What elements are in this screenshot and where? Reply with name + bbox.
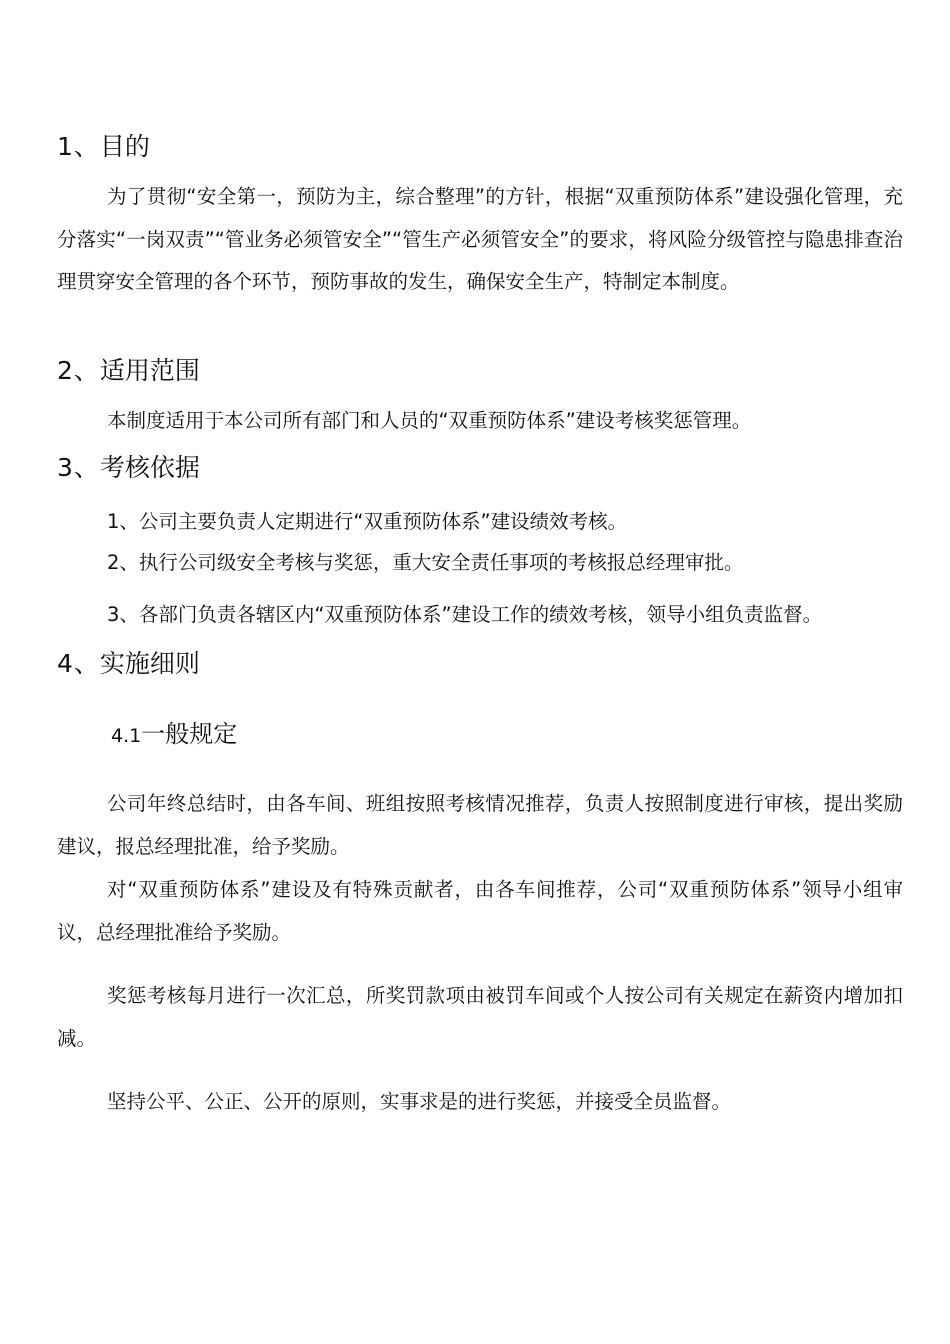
section-2-number: 2、 bbox=[57, 356, 100, 385]
section-4-paragraph: 坚持公平、公正、公开的原则，实事求是的进行奖惩，并接受全员监督。 bbox=[107, 1090, 732, 1113]
subsection-4-1-heading bbox=[111, 719, 237, 751]
section-2-title: 适用范围 bbox=[99, 356, 200, 385]
section-2-paragraph: 本制度适用于本公司所有部门和人员的“双重预防体系”建设考核奖惩管理。 bbox=[107, 409, 752, 432]
section-3-item: 2、执行公司级安全考核与奖惩，重大安全责任事项的考核报总经理审批。 bbox=[107, 551, 744, 574]
section-3-number: 3、 bbox=[57, 453, 100, 482]
section-4-paragraph: 公司年终总结时，由各车间、班组按照考核情况推荐，负责人按照制度进行审核，提出奖励建议，报总经理批准，给予奖励。 bbox=[57, 792, 903, 858]
section-1-paragraph: 为了贯彻“安全第一，预防为主，综合整理”的方针，根据“双重预防体系”建设强化管理，充分落实“一岗双责”“管业务必须管安全”“管生产必须管安全”的要求，将风险分级管控与隐患排查治理贯穿安全管理的各个环节，预防事故的发生，确保安全生产，特制定本制度。 bbox=[57, 185, 903, 293]
subsection-4-1-number: 4.1 bbox=[111, 725, 142, 747]
section-1-number: 1、 bbox=[57, 132, 100, 161]
section-4-heading bbox=[57, 649, 200, 679]
section-4-paragraph: 奖惩考核每月进行一次汇总，所奖罚款项由被罚车间或个人按公司有关规定在薪资内增加扣减。 bbox=[57, 984, 903, 1050]
subsection-4-1-title: 一般规定 bbox=[141, 720, 238, 748]
section-4-number: 4、 bbox=[57, 649, 100, 678]
section-4-title: 实施细则 bbox=[99, 649, 200, 678]
section-1-title: 目的 bbox=[99, 132, 150, 161]
section-3-item: 1、公司主要负责人定期进行“双重预防体系”建设绩效考核。 bbox=[107, 510, 628, 533]
section-3-heading bbox=[57, 453, 200, 483]
section-4-paragraph: 对“双重预防体系”建设及有特殊贡献者，由各车间推荐，公司“双重预防体系”领导小组审议，总经理批准给予奖励。 bbox=[57, 878, 903, 944]
section-3-item: 3、各部门负责各辖区内“双重预防体系”建设工作的绩效考核，领导小组负责监督。 bbox=[107, 603, 823, 626]
section-2-heading bbox=[57, 356, 200, 386]
section-3-title: 考核依据 bbox=[99, 453, 200, 482]
section-1-heading bbox=[57, 132, 150, 162]
